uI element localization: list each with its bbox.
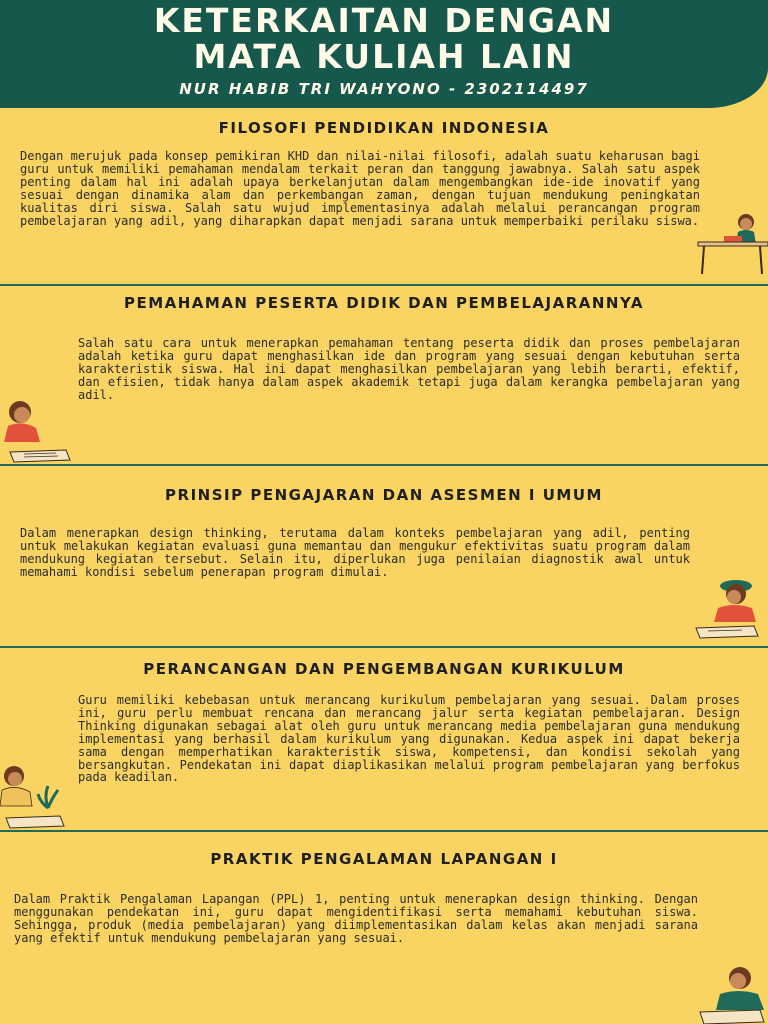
- girl-reading-illustration: [0, 396, 72, 466]
- student-at-desk-illustration: [694, 208, 768, 280]
- author-line: NUR HABIB TRI WAHYONO - 2302114497: [179, 80, 589, 98]
- page-title-line1: KETERKAITAN DENGAN: [153, 1, 615, 40]
- section-heading-pemahaman: PEMAHAMAN PESERTA DIDIK DAN PEMBELAJARANNYA: [123, 294, 645, 312]
- section-heading-praktik: PRAKTIK PENGALAMAN LAPANGAN I: [210, 850, 558, 868]
- section-heading-prinsip: PRINSIP PENGAJARAN DAN ASESMEN I UMUM: [165, 486, 603, 504]
- section-body-pemahaman: Salah satu cara untuk menerapkan pemahaman tentang peserta didik dan proses pembelajaran adalah ketika guru dapat menghasilkan ide dan program yang sesuai dengan kebutuhan serta karakteristik siswa. Hal ini dapat menghasilkan pembelajaran yang lebih berarti, efektif, dan efisien, tidak hanya dalam aspek akademik tetapi juga dalam kerangka pembelajaran yang adil.: [78, 336, 740, 402]
- girl-writing-illustration: [692, 576, 768, 642]
- section-divider: [0, 830, 768, 832]
- girl-studying-illustration: [694, 964, 768, 1024]
- section-body-filosofi: Dengan merujuk pada konsep pemikiran KHD dan nilai-nilai filosofi, adalah suatu keharusan bagi guru untuk memiliki pemahaman mendalam terkait peran dan tanggung jawabnya. Salah satu aspek penting dalam hal ini adalah upaya berkelanjutan dalam mengembangkan ide-ide inovatif yang sesuai dengan dinamika alam dan perkembangan zaman, dengan tujuan mendukung peningkatan kualitas diri siswa. Salah satu wujud implementasinya adalah melalui perancangan program pembelajaran yang adil, yang diharapkan dapat menjadi sarana untuk memperbaiki perilaku siswa.: [20, 149, 700, 228]
- section-divider: [0, 284, 768, 286]
- section-body-praktik: Dalam Praktik Pengalaman Lapangan (PPL) 1, penting untuk menerapkan design thinking. Dengan menggunakan pendekatan ini, guru dapat mengidentifikasi serta memahami kebutuhan siswa. Sehingga, produk (media pembelajaran) yang diimplementasikan dalam kelas akan menjadi sarana yang efektif untuk mendukung pembelajaran yang sesuai.: [14, 892, 698, 945]
- section-body-perancangan: Guru memiliki kebebasan untuk merancang kurikulum pembelajaran yang sesuai. Dalam proses ini, guru perlu membuat rencana dan merancang jalur serta kegiatan pembelajaran. Design Thinking digunakan sebagai alat oleh guru untuk merancang media pembelajaran guna mendukung implementasi yang berhasil dalam kurikulum yang digunakan. Kedua aspek ini dapat bekerja sama dengan memperhatikan karakteristik siswa, kompetensi, dan kondisi sekolah yang bersangkutan. Pendekatan ini dapat diaplikasikan melalui program pembelajaran yang berfokus pada keadilan.: [78, 693, 740, 785]
- page-title-line2: MATA KULIAH LAIN: [193, 37, 575, 76]
- section-heading-perancangan: PERANCANGAN DAN PENGEMBANGAN KURIKULUM: [143, 660, 625, 678]
- section-body-prinsip: Dalam menerapkan design thinking, terutama dalam konteks pembelajaran yang adil, penting untuk melakukan kegiatan evaluasi guna memantau dan mengukur efektivitas suatu program dalam mendukung kegiatan tersebut. Selain itu, diperlukan juga penilaian diagnostik awal untuk memahami kondisi sebelum penerapan program dimulai.: [20, 526, 690, 579]
- section-divider: [0, 646, 768, 648]
- section-heading-filosofi: FILOSOFI PENDIDIKAN INDONESIA: [218, 119, 550, 137]
- boy-with-plant-illustration: [0, 762, 70, 832]
- section-divider: [0, 464, 768, 466]
